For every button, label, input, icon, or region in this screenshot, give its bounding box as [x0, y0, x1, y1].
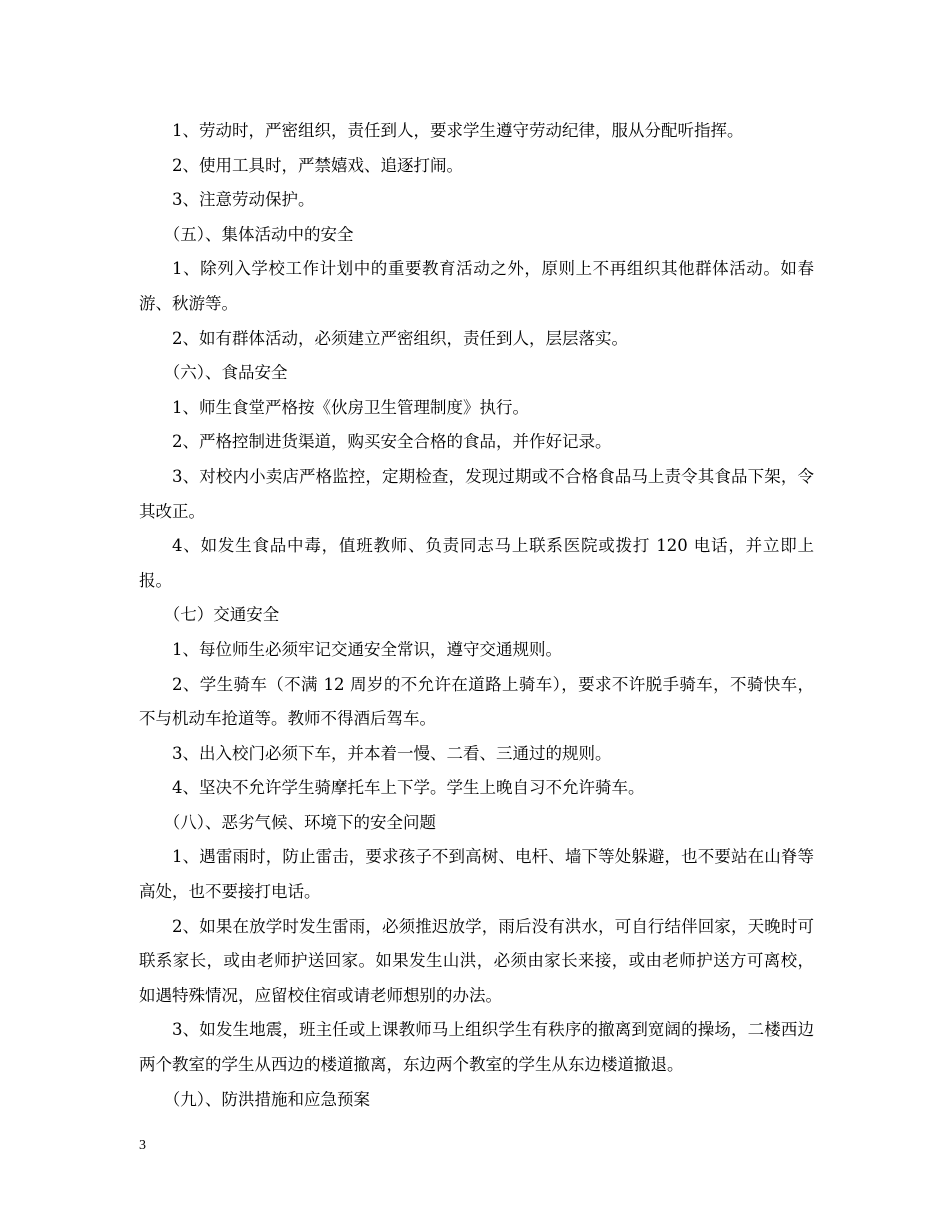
- section-heading: （五）、集体活动中的安全: [163, 224, 354, 244]
- paragraph: 2、严格控制进货渠道，购买安全合格的食品，并作好记录。: [172, 432, 612, 452]
- paragraph: 3、如发生地震，班主任或上课教师马上组织学生有秩序的撤离到宽阔的操场，二楼西边两个教室的学生从西边的楼道撤离，东边两个教室的学生从东边楼道撤退。: [139, 1020, 814, 1075]
- paragraph: 4、如发生食品中毒，值班教师、负责同志马上联系医院或拨打 120 电话，并立即上报。: [139, 536, 814, 590]
- document-body: [139, 114, 814, 1117]
- section-heading: （七）交通安全: [163, 605, 280, 625]
- section-heading: （六）、食品安全: [163, 363, 288, 383]
- paragraph: 1、师生食堂严格按《伙房卫生管理制度》执行。: [172, 397, 529, 417]
- paragraph: 3、出入校门必须下车，并本着一慢、二看、三通过的规则。: [172, 743, 612, 763]
- section-heading: （八）、恶劣气候、环境下的安全问题: [163, 812, 436, 832]
- paragraph: 3、对校内小卖店严格监控，定期检查，发现过期或不合格食品马上责令其食品下架，令其改正。: [139, 466, 814, 521]
- paragraph: 2、如有群体活动，必须建立严密组织，责任到人，层层落实。: [172, 328, 628, 348]
- section-heading: （九）、防洪措施和应急预案: [163, 1089, 370, 1109]
- paragraph: 2、使用工具时，严禁嬉戏、追逐打闹。: [172, 155, 463, 175]
- paragraph: 1、遇雷雨时，防止雷击，要求孩子不到高树、电杆、墙下等处躲避，也不要站在山脊等高处，也不要接打电话。: [139, 847, 814, 902]
- page-number: 3: [139, 1138, 146, 1153]
- paragraph: 1、除列入学校工作计划中的重要教育活动之外，原则上不再组织其他群体活动。如春游、秋游等。: [139, 259, 814, 313]
- paragraph: 2、学生骑车（不满 12 周岁的不允许在道路上骑车），要求不许脱手骑车，不骑快车，不与机动车抢道等。教师不得酒后驾车。: [139, 674, 814, 729]
- paragraph: 1、每位师生必须牢记交通安全常识，遵守交通规则。: [172, 639, 562, 659]
- paragraph: 2、如果在放学时发生雷雨，必须推迟放学，雨后没有洪水，可自行结伴回家，天晚时可联系家长，或由老师护送回家。如果发生山洪，必须由家长来接，或由老师护送方可离校，如遇特殊情况，应留校住宿或请老师想别的办法。: [139, 916, 814, 1005]
- paragraph: 1、劳动时，严密组织，责任到人，要求学生遵守劳动纪律，服从分配听指挥。: [172, 121, 744, 140]
- paragraph: 3、注意劳动保护。: [172, 190, 315, 210]
- paragraph: 4、坚决不允许学生骑摩托车上下学。学生上晚自习不允许骑车。: [172, 778, 645, 798]
